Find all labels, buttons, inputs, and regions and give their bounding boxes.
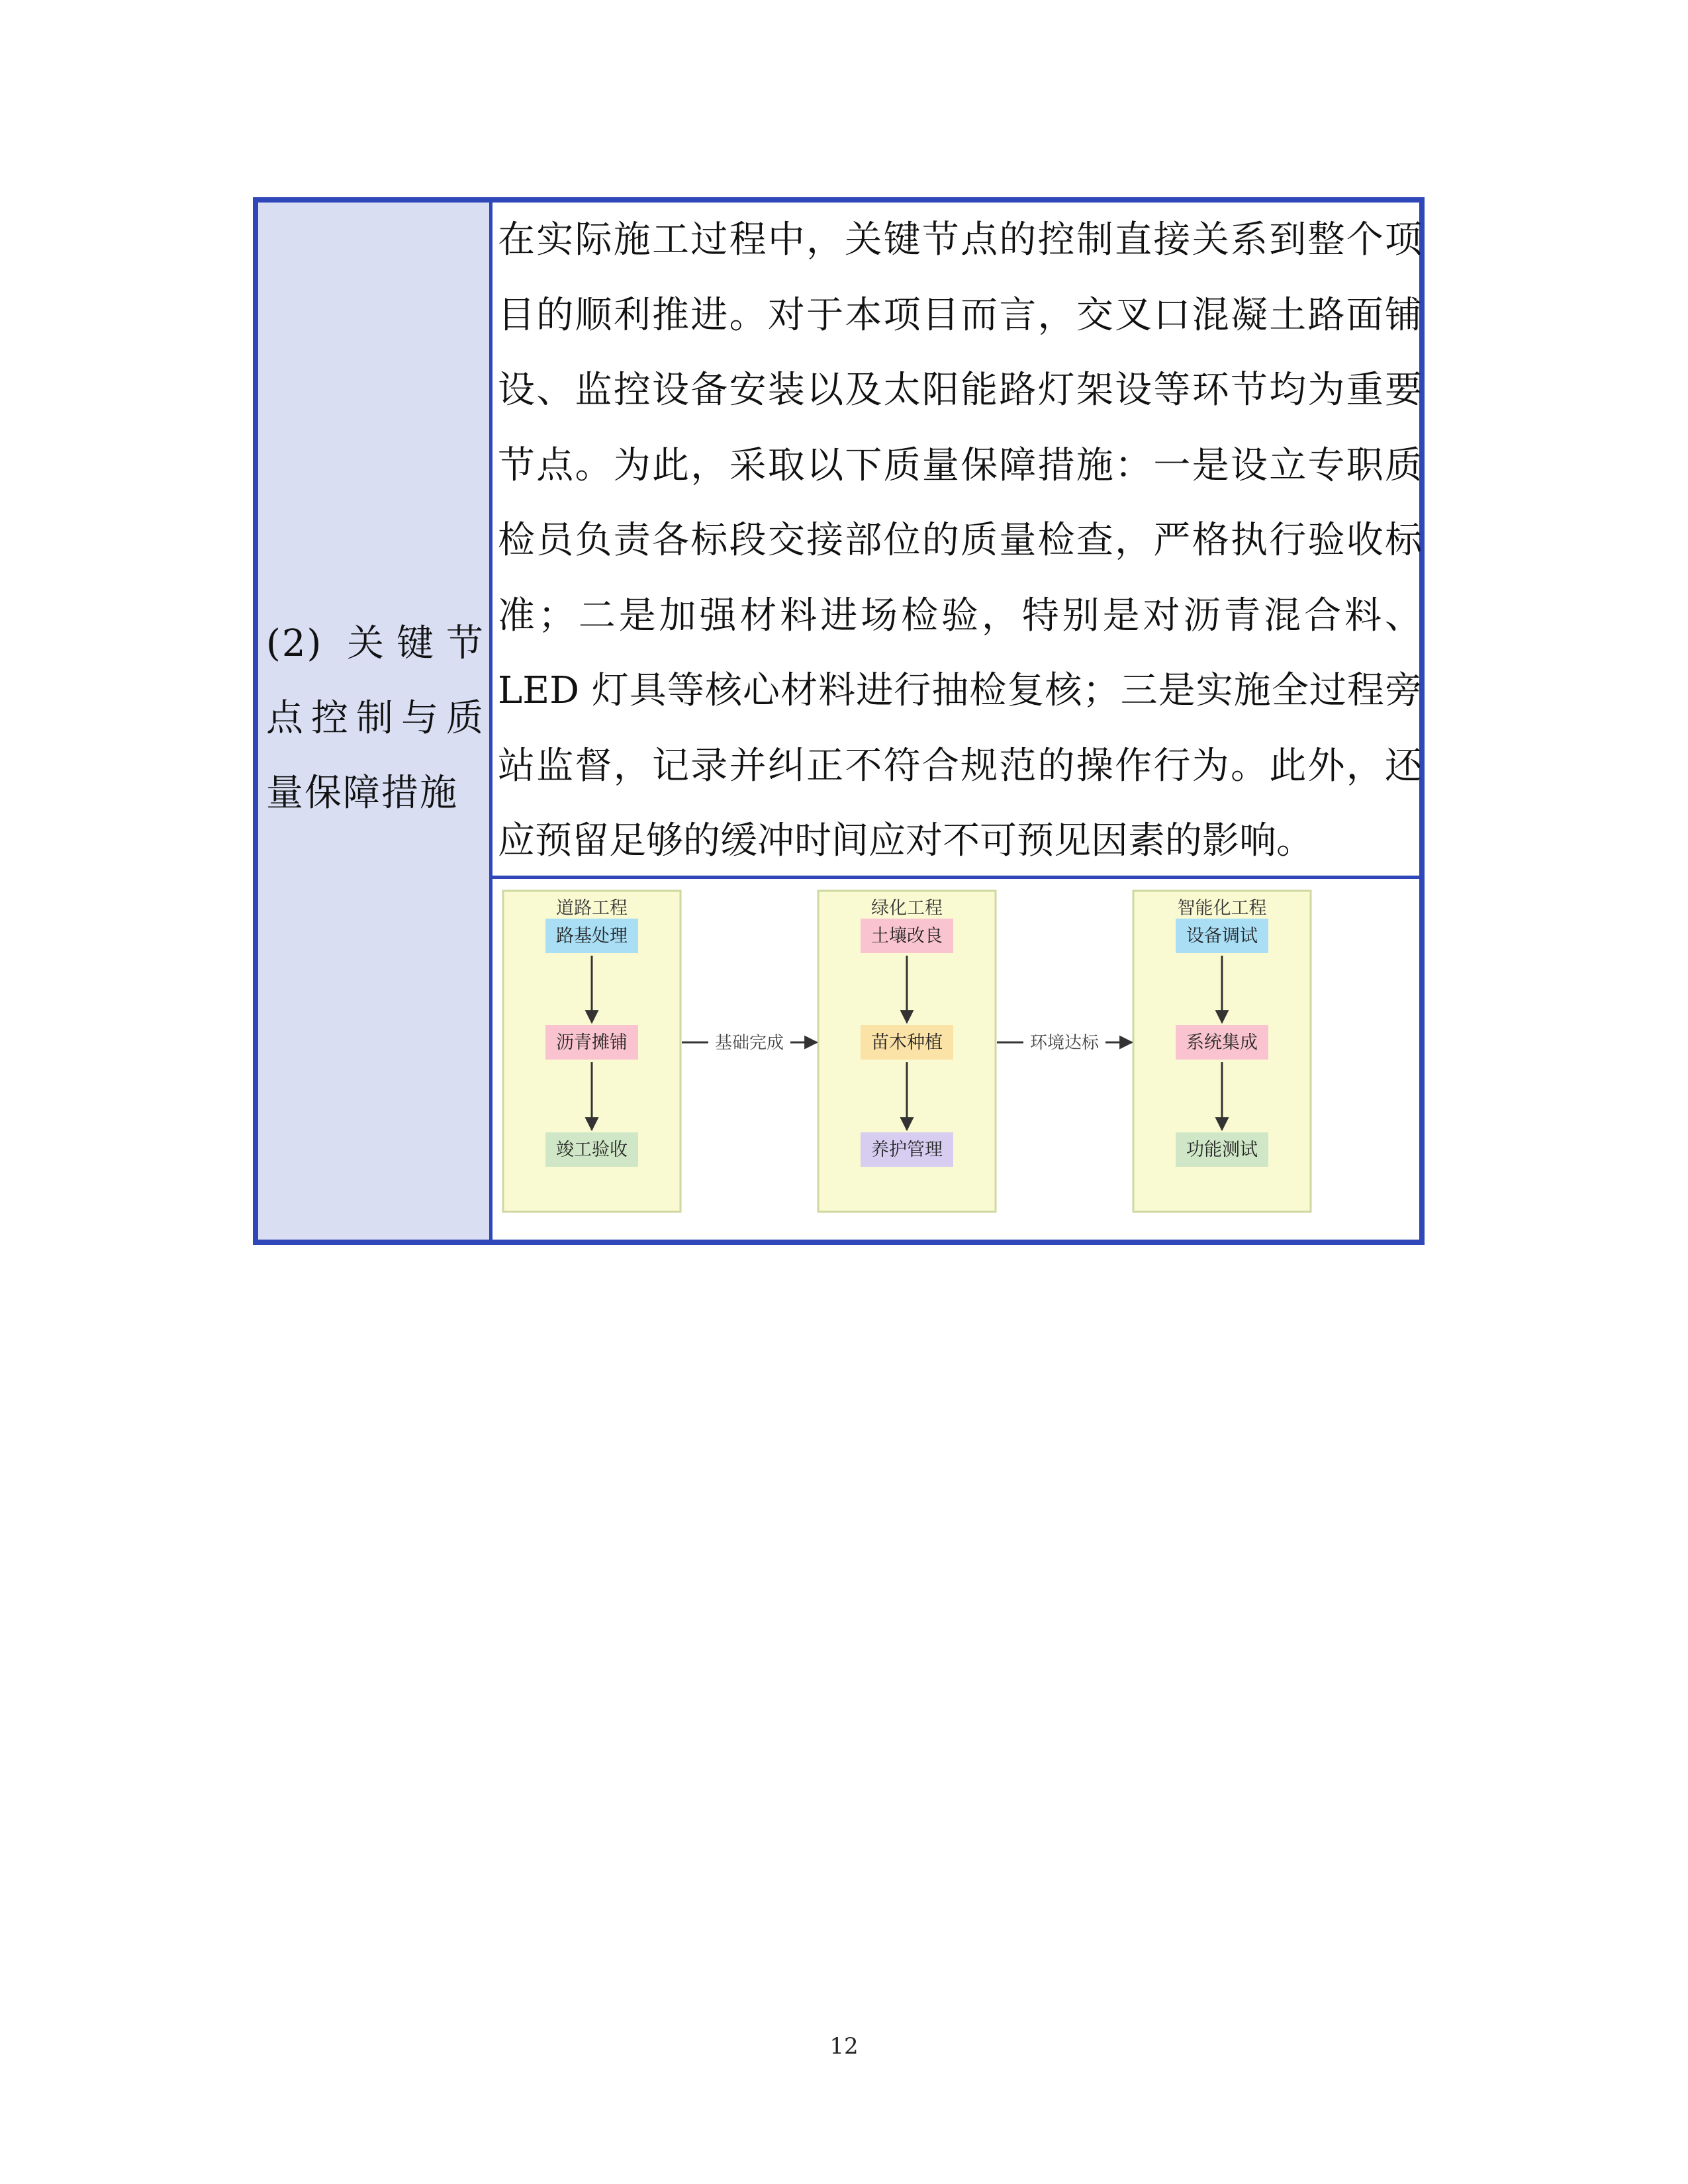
diagram-cell (492, 879, 1419, 1240)
flow-diagram (492, 879, 1419, 1243)
connector-label: 基础完成 (714, 1033, 784, 1053)
step-label: 沥青摊铺 (556, 1032, 628, 1053)
group-title: 绿化工程 (871, 898, 943, 919)
section-body-text: 在实际施工过程中，关键节点的控制直接关系到整个项目的顺利推进。对于本项目而言，交叉口混凝土路面铺设、监控设备安装以及太阳能路灯架设等环节均为重要节点。为此，采取以下质量保障措施：一是设立专职质检员负责各标段交接部位的质量检查，严格执行验收标准；二是加强材料进场检验，特别是对沥青混合料、LED 灯具等核心材料进行抽检复核；三是实施全过程旁站监督，记录并纠正不符合规范的操作行为。此外，还应预留足够的缓冲时间应对不可预见因素的影响。 (498, 218, 1422, 862)
section-label-cell (258, 203, 492, 1240)
content-table (253, 197, 1425, 1245)
section-body-cell (492, 203, 1422, 879)
page-number: 12 (829, 2033, 859, 2060)
connector-label: 环境达标 (1029, 1033, 1100, 1053)
section-label: (2) 关键节点控制与质量保障措施 (266, 622, 485, 815)
group-title: 智能化工程 (1177, 898, 1267, 919)
step-label: 竣工验收 (556, 1140, 628, 1160)
step-label: 设备调试 (1186, 926, 1258, 946)
step-label: 功能测试 (1186, 1140, 1258, 1160)
step-label: 苗木种植 (871, 1032, 943, 1053)
step-label: 系统集成 (1186, 1032, 1258, 1053)
step-label: 路基处理 (556, 926, 628, 946)
step-label: 土壤改良 (871, 926, 943, 946)
step-label: 养护管理 (871, 1140, 943, 1160)
group-title: 道路工程 (556, 898, 628, 919)
